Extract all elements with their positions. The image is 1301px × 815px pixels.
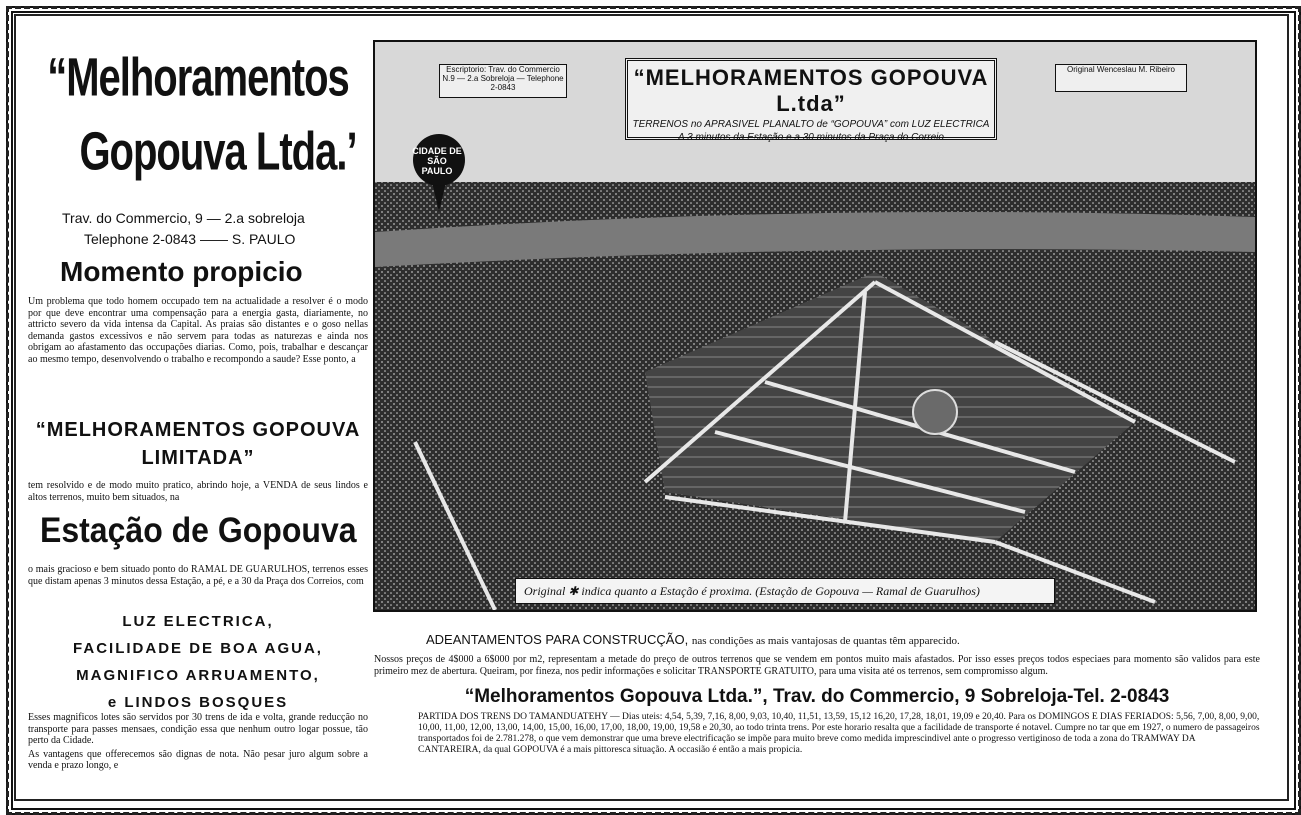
feature-water: FACILIDADE DE BOA AGUA,	[73, 640, 323, 657]
left-column	[28, 38, 368, 608]
features-text	[28, 712, 368, 772]
features-column	[28, 608, 368, 771]
map-distance: A 3 minutos da Estação e a 30 minutos da Praça do Correio	[678, 132, 944, 143]
station-heading: Estação de Gopouva	[40, 510, 357, 550]
intro-paragraph: Um problema que todo homem occupado tem na actualidade a resolver é o modo por que deve encontrar uma compensação para a energia gasta, diariamente, no attricto severo da vida intensa da Capital. As praias são distantes e o goso nellas demanda gastos excessivos e não servem para todas as naturezas e ainda nos obrigam ao afastamento das occupações diarias. Como, pois, trabalhar e descançar ao mesmo tempo, desenvolvendo o trabalho e recompondo a saude? Esse ponto, a	[28, 296, 368, 365]
company-title-line2: Gopouva Ltda.’	[79, 122, 357, 182]
trains-paragraph: Esses magnificos lotes são servidos por 30 trens de ida e volta, grande reducção no transporte para passes mensaes, condição essa que nenhum outro logar possue, tão perto da Cidade.	[28, 712, 368, 746]
company-name-block	[28, 416, 368, 472]
advance-heading-line	[426, 632, 960, 647]
company-name-line2: LIMITADA”	[141, 447, 255, 469]
advance-conditions: nas condições as mais vantajosas de quantas têm apparecido.	[691, 635, 960, 647]
prices-paragraph: Nossos preços de 4$000 a 6$000 por m2, representam a metade do preço de outros terrenos que se vendem em pontos muito mais afastados. Por isso esses preços todos especiaes para momento são validos para este primeiro mez de abertura. Queiram, por fineza, nos pedir informações e solicitar TRANSPORTE GRATUITO, para uma visita até os terrenos, sem compromisso algum.	[374, 654, 1260, 677]
map-caption: Original ✱ indica quanto a Estação é proxima. (Estação de Gopouva — Ramal de Guarulhos)	[515, 578, 1055, 604]
aerial-map-illustration	[373, 40, 1257, 612]
company-name-line1: “MELHORAMENTOS GOPOUVA	[35, 419, 361, 441]
map-office-box: Escriptorio: Trav. do Commercio N.9 — 2.a Sobreloja — Telephone 2-0843	[439, 64, 567, 98]
train-schedule: PARTIDA DOS TRENS DO TAMANDUATEHY — Dias uteis: 4,54, 5,39, 7,16, 8,00, 9,03, 10,40, 11,51, 13,59, 15,12 16,20, 17,28, 18,01, 19,09 e 20,40. Para os DOMINGOS E DIAS FERIADOS: 5,56, 7,00, 8,00, 9,00, 10,00, 11,00, 12,00, 13,00, 14,00, 15,00, 16,00, 17,00, 18,00, 19,00, 19,58 e 20,30, ao todo trinta trens. Por este horario resalta que a facilidade de transporte é notavel. Cumpre no tar que em 1927, o numero de passageiros transportados foi de 2.781.278, o que vem demonstrar que uma breve electrificação se impõe para muito breve como medida imprescindivel ante o progresso vertiginoso de toda a zona do TRAMWAY DA CANTAREIRA, da qual GOPOUVA é a mais pittoresca situação. A occasião é então a mais propicia.	[418, 712, 1260, 755]
address-line: Trav. do Commercio, 9 — 2.a sobreloja	[62, 210, 305, 226]
company-contact-line: “Melhoramentos Gopouva Ltda.”, Trav. do Commercio, 9 Sobreloja-Tel. 2-0843	[464, 686, 1170, 707]
location-paragraph: o mais gracioso e bem situado ponto do RAMAL DE GUARULHOS, terrenos esses que distam apenas 3 minutos dessa Estação, a pé, e a 30 da Praça dos Correios, com	[28, 564, 368, 587]
sale-paragraph: tem resolvido e de modo muito pratico, abrindo hoje, a VENDA de seus lindos e altos terrenos, muito bem situados, na	[28, 480, 368, 503]
feature-electric: LUZ ELECTRICA,	[122, 613, 274, 630]
map-author-box: Original Wenceslau M. Ribeiro	[1055, 64, 1187, 92]
map-subtitle: TERRENOS no APRASIVEL PLANALTO de “GOPOUVA” com LUZ ELECTRICA	[632, 119, 990, 130]
advantages-paragraph: As vantagens que offerecemos são dignas de nota. Não pesar juro algum sobre a venda e prazo longo, e	[28, 748, 368, 771]
city-label: CIDADE DE SÃO PAULO	[412, 146, 462, 176]
map-title: “MELHORAMENTOS GOPOUVA L.tda”	[633, 65, 989, 116]
central-plaza	[913, 390, 957, 434]
feature-woods: e LINDOS BOSQUES	[107, 694, 289, 711]
phone-line: Telephone 2-0843 —— S. PAULO	[84, 231, 296, 247]
feature-streets: MAGNIFICO ARRUAMENTO,	[76, 667, 320, 684]
advance-heading: ADEANTAMENTOS PARA CONSTRUCÇÃO,	[426, 632, 689, 647]
company-title-line1: “Melhoramentos	[47, 48, 349, 108]
map-title-box	[625, 58, 997, 143]
section-heading: Momento propicio	[60, 256, 303, 287]
